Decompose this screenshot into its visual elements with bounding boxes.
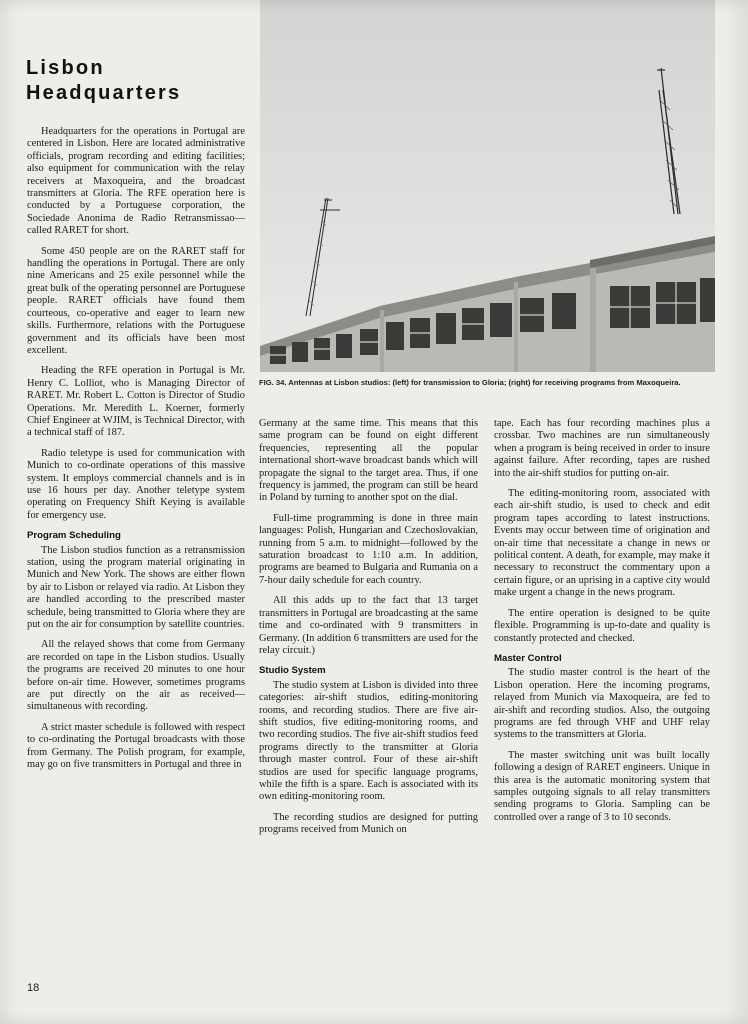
antenna-photo: [260, 0, 715, 372]
section-heading: Program Scheduling: [27, 530, 121, 542]
paragraph: All this adds up to the fact that 13 target transmitters in Portugal are broadcasting at the same time and co-ordinated with 9 transmitters in Germany. (In addition 6 transmitters are used for the relay circuit.): [259, 595, 478, 656]
paragraph: All the relayed shows that come from Germany are recorded on tape in the Lisbon studios. Usually the programs are received 20 minutes to one hour before on-air time. However, sometimes programs are put directly on the air as received—simultaneous with recording.: [27, 639, 245, 713]
paragraph: Germany at the same time. This means that this same program can be found on eight different frequencies, representing all the popular international short-wave broadcast bands which will propagate the signal to the target area. Thus, if one frequency is jammed, the program can still be heard in Poland by turning to another spot on the dial.: [259, 418, 478, 504]
paragraph: The entire operation is designed to be quite flexible. Programming is up-to-date and quality is constantly protected and checked.: [494, 607, 710, 644]
figure-caption: FIG. 34. Antennas at Lisbon studios: (left) for transmission to Gloria; (right) for receiving programs from Maxoqueira.: [259, 378, 681, 387]
paragraph: The studio system at Lisbon is divided into three categories: air-shift studios, editing-monitoring rooms, and recording studios. There are five air-shift studios, five editing-monitoring rooms, and two recording studios. The five air-shift studios feed programs directly to the transmitter at Gloria through master control. Four of these air-shift studios are used for specific language programs, while the fifth is a spare. Each is associated with its own editing-monitoring room.: [259, 679, 478, 803]
page-number: 18: [27, 982, 40, 994]
paragraph: tape. Each has four recording machines plus a crossbar. Two machines are run simultaneously when a program is being received in order to insure against failure. After recording, tapes are rushed into the air-shift studios for putting on-air.: [494, 418, 710, 479]
paragraph: Full-time programming is done in three main languages: Polish, Hungarian and Czechoslovakian, running from 5 a.m. to midnight—followed by the saturation broadcast to 1:10 a.m. In addition, programs are beamed to Bulgaria and Rumania on a 7-hour daily schedule for each country.: [259, 512, 478, 586]
paragraph: A strict master schedule is followed with respect to co-ordinating the Portugal broadcasts with those from Germany. The Polish program, for example, may go on five transmitters in Portugal and three in: [27, 721, 245, 771]
paragraph: Heading the RFE operation in Portugal is Mr. Henry C. Lolliot, who is Managing Director of RARET. Mr. Robert L. Cotton is Director of Studio Operations. Mr. Meredith L. Koerner, formerly Chief Engineer at WJIM, is Technical Director, with a technical staff of 187.: [27, 365, 245, 439]
paragraph: The editing-monitoring room, associated with each air-shift studio, is used to check and edit program tapes according to latest instructions. Events may occur between time of origination and on-air time that necessitate a change in news or political content. A death, for example, may make it necessary to reconstruct the commentary upon a certain figure, or an uprising in a captive city would make urgent a change in the news program.: [494, 488, 710, 599]
paragraph: The recording studios are designed for putting programs received from Munich on: [259, 811, 478, 836]
section-heading: Master Control: [494, 652, 562, 664]
column-3: [494, 418, 710, 832]
title-line: Lisbon: [26, 57, 105, 79]
paragraph: Headquarters for the operations in Portugal are centered in Lisbon. Here are located administrative officials, program recording and editing facilities; also equipment for communication with the relay receivers at Maxoqueira, and the broadcast transmitters at Gloria. The RFE operation here is conducted by a Portuguese corporation, the Sociedade Anonima de Radio Retransmissao—called RARET for short.: [27, 126, 245, 237]
paragraph: The Lisbon studios function as a retransmission station, using the program material originating in Munich and New York. The shows are either flown by air to Lisbon or relayed via radio. At Lisbon they are handled according to the prescribed master schedule, being transmitted to Gloria where they are put on the air for consumption by satellite countries.: [27, 544, 245, 631]
section-heading: Studio System: [259, 665, 326, 677]
article-title: [26, 56, 246, 106]
paragraph: The master switching unit was built locally following a design of RARET engineers. Unique in this area is the automatic monitoring system that samples outgoing signals to all relay transmitters sending programs to Gloria. Sampling can be controlled over a range of 3 to 10 seconds.: [494, 749, 710, 823]
column-1: [27, 126, 245, 780]
title-line: Headquarters: [26, 82, 182, 104]
column-2: [259, 418, 478, 845]
paragraph: The studio master control is the heart of the Lisbon operation. Here the incoming programs, relayed from Munich via Maxoqueira, are fed to air-shift and recording studios. Also, the outgoing programs are fed through VHF and UHF relay systems to the transmitters at Gloria.: [494, 667, 710, 741]
paragraph: Radio teletype is used for communication with Munich to co-ordinate operations of this massive system. It employs commercial channels and is in use 16 hours per day. Another teletype system operating on Frequency Shift Keying is available for emergency use.: [27, 447, 245, 521]
paragraph: Some 450 people are on the RARET staff for handling the operations in Portugal. There are only nine Americans and 25 exile personnel while the great bulk of the operating personnel are Portuguese people. RARET officials have found them courteous, co-operative and eager to learn new skills. Furthermore, relations with the Portuguese government and its officials have been most excellent.: [27, 245, 245, 356]
